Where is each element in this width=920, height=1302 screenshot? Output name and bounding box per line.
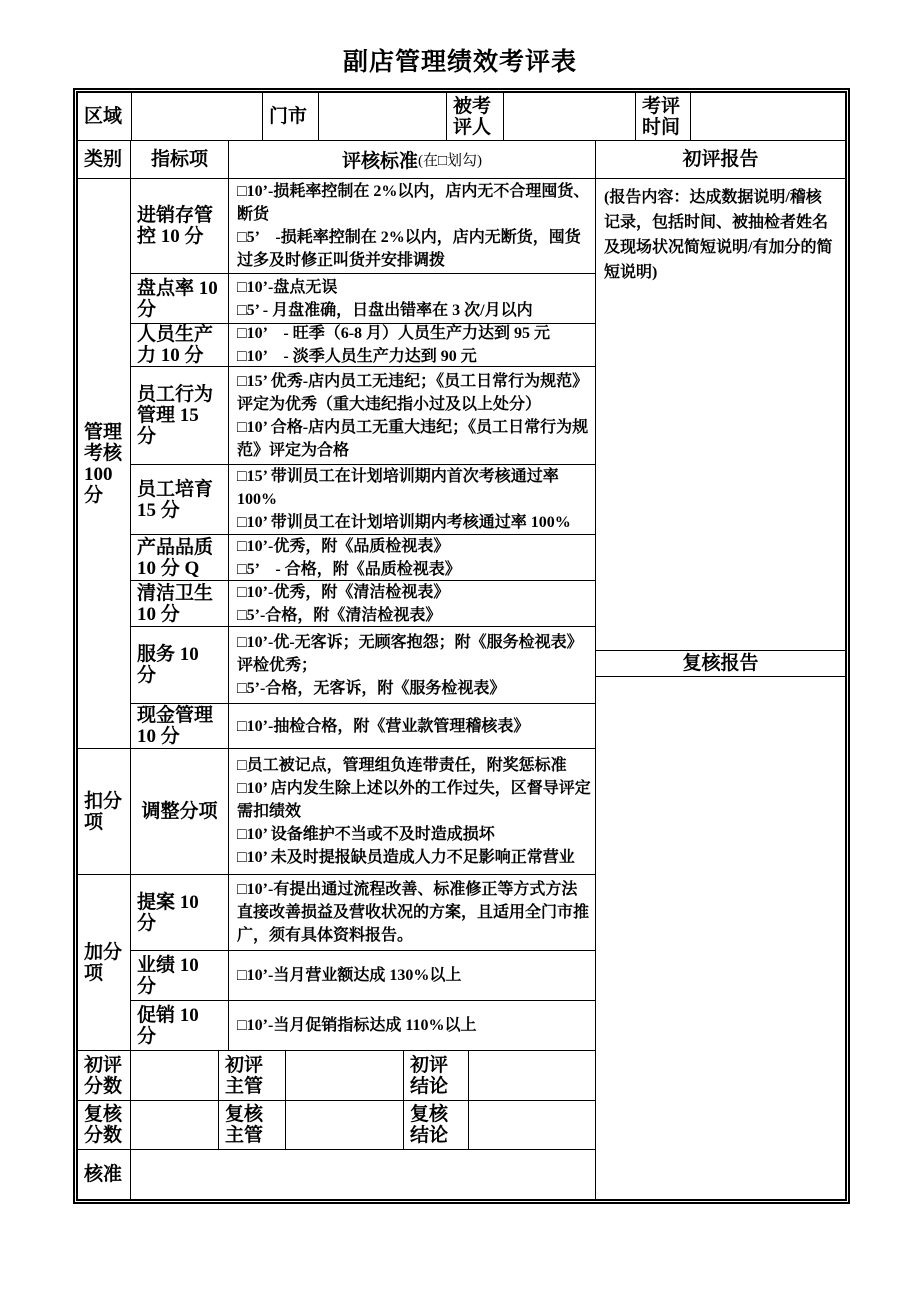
criteria-cell xyxy=(229,875,596,951)
region-label: 区域 xyxy=(78,93,132,141)
criteria-option[interactable]: □10’-损耗率控制在 2%以内，店内无不合理囤货、断货 xyxy=(237,183,590,223)
review-conclusion-label: 复核结论 xyxy=(404,1101,469,1150)
approve-label: 核准 xyxy=(78,1150,131,1199)
criteria-cell xyxy=(229,627,596,704)
criteria-option[interactable]: □10’-优秀，附《清洁检视表》 xyxy=(237,583,450,601)
category-management-cell: 管理考核 100 分 xyxy=(78,179,131,749)
criteria-cell xyxy=(229,465,596,535)
review-supervisor-value-cell[interactable] xyxy=(286,1101,404,1150)
indicator-label-staff-training: 员工培育 15 分 xyxy=(131,465,229,535)
indicator-label-service: 服务 10 分 xyxy=(131,627,229,704)
criteria-option[interactable]: □5’-合格，无客诉，附《服务检视表》 xyxy=(237,679,506,697)
criteria-option[interactable]: □10’-优-无客诉；无顾客抱怨；附《服务检视表》评检优秀； xyxy=(237,633,583,674)
first-report-column-header: 初评报告 xyxy=(596,141,845,179)
criteria-option[interactable]: □10’ 合格-店内员工无重大违纪；《员工日常行为规范》评定为合格 xyxy=(237,418,589,459)
review-report-content-cell[interactable] xyxy=(596,677,845,1199)
store-value-cell[interactable] xyxy=(319,93,447,141)
criteria-cell xyxy=(229,535,596,581)
criteria-cell xyxy=(229,179,596,274)
review-score-value-cell[interactable] xyxy=(131,1101,219,1150)
criteria-option[interactable]: □10’-当月营业额达成 130%以上 xyxy=(237,967,462,984)
evaluee-value-cell[interactable] xyxy=(504,93,636,141)
criteria-option[interactable]: □5’ -损耗率控制在 2%以内，店内无断货，囤货过多及时修正叫货并安排调拨 xyxy=(237,229,581,269)
first-conclusion-label: 初评结论 xyxy=(404,1051,469,1101)
review-supervisor-label: 复核主管 xyxy=(219,1101,286,1150)
indicator-label-proposal: 提案 10 分 xyxy=(131,875,229,951)
store-label: 门市 xyxy=(263,93,319,141)
indicator-label-performance: 业绩 10 分 xyxy=(131,951,229,1001)
criteria-option[interactable]: □10’ - 旺季（6-8 月）人员生产力达到 95 元 xyxy=(237,325,551,342)
indicator-label-stocktake-rate: 盘点率 10 分 xyxy=(131,274,229,324)
indicator-label-product-quality: 产品品质 10 分 Q xyxy=(131,535,229,581)
first-conclusion-value-cell[interactable] xyxy=(469,1051,596,1101)
approve-value-cell[interactable] xyxy=(131,1150,596,1199)
first-supervisor-value-cell[interactable] xyxy=(286,1051,404,1101)
criteria-cell xyxy=(229,274,596,324)
evaluation-table xyxy=(73,88,850,1204)
criteria-cell xyxy=(229,951,596,1001)
indicator-label-inventory-control: 进销存管控 10 分 xyxy=(131,179,229,274)
standard-column-title: 评核标准 xyxy=(341,151,418,172)
criteria-option[interactable]: □10’ 设备维护不当或不及时造成损坏 xyxy=(237,826,495,843)
category-deduction-cell: 扣分项 xyxy=(78,749,131,875)
criteria-option[interactable]: □10’ 未及时提报缺员造成人力不足影响正常营业 xyxy=(237,849,575,866)
standard-column-header xyxy=(229,141,596,179)
indicator-label-cash-management: 现金管理 10 分 xyxy=(131,704,229,749)
criteria-option[interactable]: □10’-优秀，附《品质检视表》 xyxy=(237,537,450,555)
indicator-column-header: 指标项 xyxy=(131,141,229,179)
evaluee-label: 被考评人 xyxy=(447,93,504,141)
criteria-cell xyxy=(229,581,596,627)
criteria-option[interactable]: □10’ 带训员工在计划培训期内考核通过率 100% xyxy=(237,514,571,531)
criteria-option[interactable]: □10’-当月促销指标达成 110%以上 xyxy=(237,1017,477,1034)
indicator-label-cleanliness: 清洁卫生 10 分 xyxy=(131,581,229,627)
criteria-cell xyxy=(229,367,596,465)
review-conclusion-value-cell[interactable] xyxy=(469,1101,596,1150)
criteria-option[interactable]: □10’-有提出通过流程改善、标准修正等方式方法直接改善损益及营收状况的方案，且适用全门市推广，须有具体资料报告。 xyxy=(237,881,590,944)
first-score-value-cell[interactable] xyxy=(131,1051,219,1101)
criteria-option[interactable]: □15’ 带训员工在计划培训期内首次考核通过率 100% xyxy=(237,468,559,508)
criteria-option[interactable]: □5’ - 合格，附《品质检视表》 xyxy=(237,560,461,578)
review-report-header: 复核报告 xyxy=(596,651,845,677)
criteria-option[interactable]: □员工被记点，管理组负连带责任，附奖惩标准 xyxy=(237,757,567,774)
time-label: 考评时间 xyxy=(636,93,691,141)
criteria-cell xyxy=(229,1001,596,1051)
criteria-option[interactable]: □10’-抽检合格，附《营业款管理稽核表》 xyxy=(237,717,530,735)
criteria-cell xyxy=(229,324,596,367)
first-report-note-cell[interactable]: (报告内容：达成数据说明/稽核记录，包括时间、被抽检者姓名及现场状况简短说明/有加分的简短说明) xyxy=(596,179,845,651)
first-score-label: 初评分数 xyxy=(78,1051,131,1101)
indicator-label-adjustment: 调整分项 xyxy=(131,749,229,875)
indicator-label-promotion: 促销 10 分 xyxy=(131,1001,229,1051)
review-score-label: 复核分数 xyxy=(78,1101,131,1150)
criteria-cell xyxy=(229,704,596,749)
criteria-cell xyxy=(229,749,596,875)
indicator-label-staff-productivity: 人员生产力 10 分 xyxy=(131,324,229,367)
page-title: 副店管理绩效考评表 xyxy=(342,49,577,76)
region-value-cell[interactable] xyxy=(132,93,263,141)
criteria-option[interactable]: □5’ - 月盘准确，日盘出错率在 3 次/月以内 xyxy=(237,301,533,319)
criteria-option[interactable]: □10’ - 淡季人员生产力达到 90 元 xyxy=(237,348,477,365)
first-supervisor-label: 初评主管 xyxy=(219,1051,286,1101)
standard-column-note: (在□划勾) xyxy=(417,153,483,169)
criteria-option[interactable]: □10’-盘点无误 xyxy=(237,278,338,296)
category-bonus-cell: 加分项 xyxy=(78,875,131,1051)
category-column-header: 类别 xyxy=(78,141,131,179)
time-value-cell[interactable] xyxy=(691,93,845,141)
criteria-option[interactable]: □15’ 优秀-店内员工无违纪；《员工日常行为规范》评定为优秀（重大违纪指小过及以上处分） xyxy=(237,372,589,413)
indicator-label-staff-conduct: 员工行为管理 15 分 xyxy=(131,367,229,465)
criteria-option[interactable]: □5’-合格，附《清洁检视表》 xyxy=(237,606,442,624)
criteria-option[interactable]: □10’ 店内发生除上述以外的工作过失，区督导评定需扣绩效 xyxy=(237,780,591,820)
